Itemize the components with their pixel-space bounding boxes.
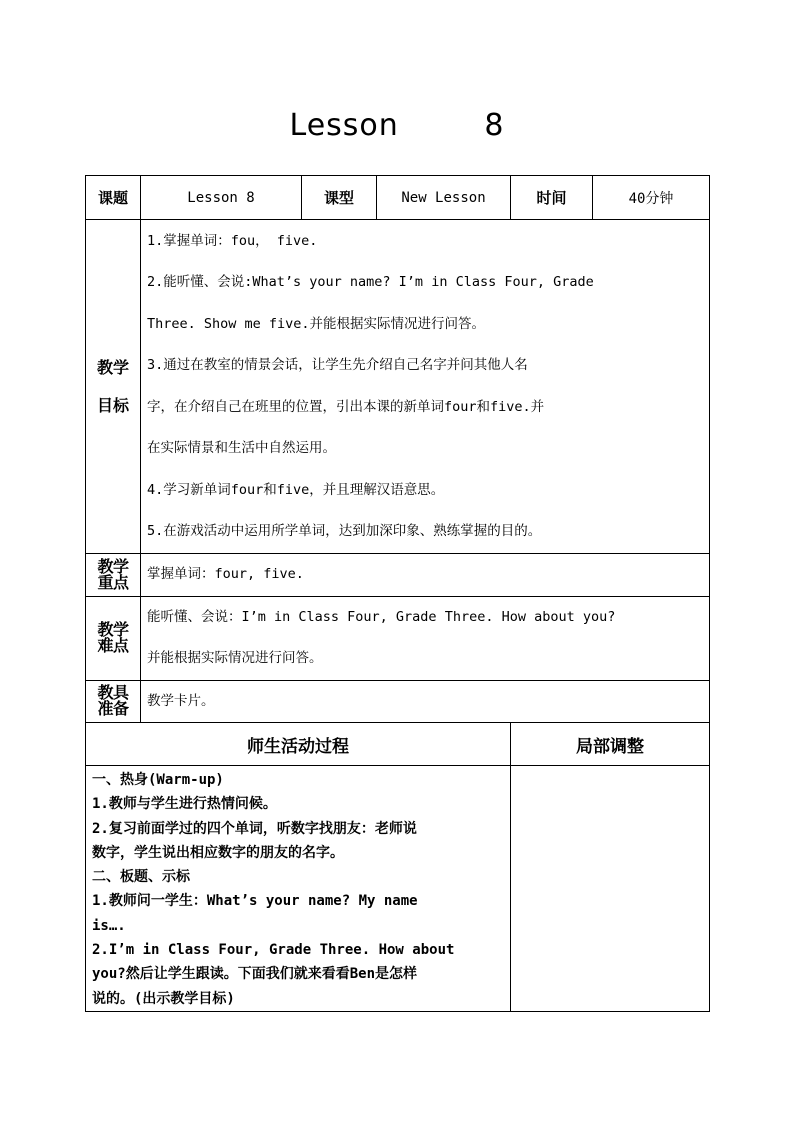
key-points-content: 掌握单词：four, five.	[141, 554, 710, 597]
objectives-label-line2: 目标	[96, 396, 129, 415]
objectives-label-line1: 教学	[96, 358, 129, 377]
difficulties-content	[141, 596, 710, 680]
type-label: 课型	[302, 176, 377, 220]
page-title: Lesson 8	[289, 108, 505, 143]
difficulty-line: 并能根据实际情况进行问答。	[147, 650, 323, 666]
difficulties-label	[86, 596, 141, 680]
adjust-content	[511, 766, 710, 1012]
difficulties-row	[86, 596, 710, 680]
process-content	[86, 766, 511, 1012]
difficulties-label-line2: 难点	[97, 636, 129, 655]
materials-content: 教学卡片。	[141, 680, 710, 723]
process-header-row	[86, 723, 710, 766]
objectives-content	[141, 220, 710, 554]
objective-line: 4.学习新单词four和five，并且理解汉语意思。	[147, 481, 445, 498]
process-line: 2.I’m in Class Four, Grade Three. How about	[92, 942, 455, 959]
process-line: 1.教师问一学生：What’s your name? My name	[92, 893, 418, 910]
materials-label-line2: 准备	[97, 699, 129, 719]
materials-row	[86, 680, 710, 723]
key-points-label	[86, 554, 141, 597]
time-value: 40分钟	[593, 176, 710, 220]
objective-line: 在实际情景和生活中自然运用。	[147, 440, 336, 456]
materials-label	[86, 680, 141, 723]
objectives-label	[86, 220, 141, 554]
objectives-row	[86, 220, 710, 554]
key-points-row	[86, 554, 710, 597]
time-label: 时间	[511, 176, 593, 220]
adjust-header: 局部调整	[511, 723, 710, 766]
objective-line: 5.在游戏活动中运用所学单词，达到加深印象、熟练掌握的目的。	[147, 523, 542, 539]
objective-line: Three. Show me five.并能根据实际情况进行问答。	[147, 315, 486, 332]
topic-label: 课题	[86, 176, 141, 220]
objective-line: 1.掌握单词：fou， five.	[147, 232, 318, 249]
objective-line: 3.通过在教室的情景会话，让学生先介绍自己名字并问其他人名	[147, 357, 528, 373]
process-header: 师生活动过程	[86, 723, 511, 766]
process-line: 1.教师与学生进行热情问候。	[92, 796, 277, 813]
process-line: 数字，学生说出相应数字的朋友的名字。	[92, 844, 344, 861]
objective-line: 2.能听懂、会说:What’s your name? I’m in Class Four, Grade	[147, 274, 594, 290]
process-line: 2.复习前面学过的四个单词，听数字找朋友：老师说	[92, 820, 417, 837]
materials-label-line1: 教具	[97, 683, 129, 703]
process-row	[86, 766, 710, 1012]
process-line: 一、热身(Warm-up)	[92, 772, 224, 788]
key-points-label-line2: 重点	[97, 572, 129, 592]
objective-line: 字，在介绍自己在班里的位置，引出本课的新单词four和five.并	[147, 398, 545, 415]
type-value: New Lesson	[377, 176, 511, 220]
topic-value: Lesson 8	[141, 176, 302, 220]
process-line: 二、板题、示标	[92, 869, 190, 886]
process-line: you?然后让学生跟读。下面我们就来看看Ben是怎样	[92, 966, 417, 983]
difficulty-line: 能听懂、会说：I’m in Class Four, Grade Three. How about you?	[147, 608, 616, 625]
lesson-plan-table	[85, 175, 710, 1012]
info-row	[86, 176, 710, 220]
key-points-label-line1: 教学	[97, 556, 129, 576]
process-line: 说的。(出示教学目标)	[92, 990, 235, 1007]
difficulties-label-line1: 教学	[97, 620, 129, 639]
process-line: is….	[92, 917, 126, 934]
